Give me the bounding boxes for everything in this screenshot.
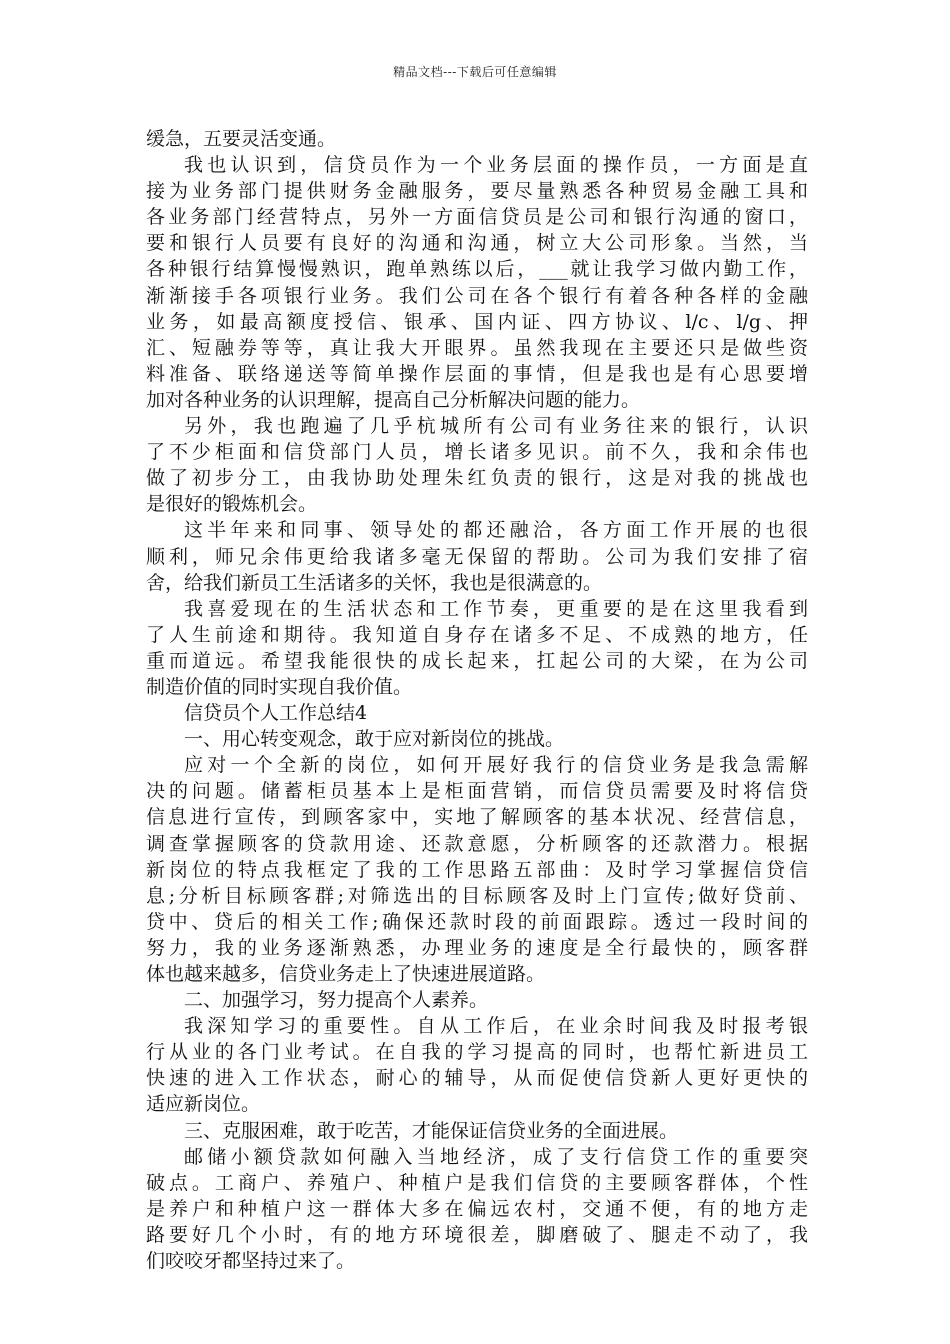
text-line: 一、用心转变观念，敢于应对新岗位的挑战。 [184, 728, 565, 751]
text-line: 要和银行人员要有良好的沟通和沟通，树立大公司形象。当然，当 [146, 232, 808, 255]
text-line: 了不少柜面和信贷部门人员，增长诸多见识。前不久，我和余伟也 [146, 441, 808, 464]
text-line: 息;分析目标顾客群;对筛选出的目标顾客及时上门宣传;做好贷前、 [146, 884, 808, 907]
text-line: 新岗位的特点我框定了我的工作思路五部曲：及时学习掌握信贷信 [146, 858, 808, 881]
text-line: 我也认识到，信贷员作为一个业务层面的操作员，一方面是直 [184, 154, 808, 177]
text-line: 应对一个全新的岗位，如何开展好我行的信贷业务是我急需解 [184, 754, 808, 777]
text-line: 体也越来越多，信贷业务走上了快速进展道路。 [146, 963, 546, 985]
text-line: 我深知学习的重要性。自从工作后，在业余时间我及时报考银 [184, 1015, 808, 1038]
text-line: 缓急，五要灵活变通。 [146, 128, 337, 150]
text-line: 破点。工商户、养殖户、种植户是我们信贷的主要顾客群体，个性 [146, 1171, 808, 1194]
text-line: 舍，给我们新员工生活诸多的关怀，我也是很满意的。 [146, 571, 603, 594]
text-line: 做了初步分工，由我协助处理朱红负责的银行，这是对我的挑战也 [146, 467, 808, 490]
text-line: 重而道远。希望我能很快的成长起来，扛起公司的大梁，在为公司 [146, 649, 808, 672]
text-line: 们咬咬牙都坚持过来了。 [146, 1250, 356, 1273]
text-line: 邮储小额贷款如何融入当地经济，成了支行信贷工作的重要突 [184, 1145, 808, 1168]
text-line: 信息进行宣传，到顾客家中，实地了解顾客的基本状况、经营信息， [146, 806, 808, 829]
text-line: 是很好的锻炼机会。 [146, 493, 318, 516]
text-line: 制造价值的同时实现自我价值。 [146, 675, 413, 698]
text-line: 各种银行结算慢慢熟识，跑单熟练以后，___就让我学习做内勤工作， [146, 258, 808, 281]
text-line: 决的问题。储蓄柜员基本上是柜面营销，而信贷员需要及时将信贷 [146, 780, 808, 803]
text-line: 各业务部门经营特点，另外一方面信贷员是公司和银行沟通的窗口， [146, 206, 808, 229]
text-line: 贷中、贷后的相关工作;确保还款时段的前面跟踪。透过一段时间的 [146, 910, 808, 933]
text-line: 加对各种业务的认识理解，提高自己分析解决问题的能力。 [146, 388, 641, 411]
text-line: 信贷员个人工作总结4 [184, 702, 368, 725]
text-line: 二、加强学习，努力提高个人素养。 [184, 989, 489, 1012]
text-line: 顺利，师兄余伟更给我诸多毫无保留的帮助。公司为我们安排了宿 [146, 545, 808, 568]
text-line: 三、克服困难，敢于吃苦，才能保证信贷业务的全面进展。 [184, 1119, 679, 1142]
page-header: 精品文档---下载后可任意编辑 [393, 65, 557, 79]
text-line: 行从业的各门业考试。在自我的学习提高的同时，也帮忙新进员工 [146, 1041, 808, 1064]
text-line: 路要好几个小时，有的地方环境很差，脚磨破了、腿走不动了，我 [146, 1223, 808, 1246]
text-line: 另外，我也跑遍了几乎杭城所有公司有业务往来的银行，认识 [184, 415, 808, 438]
text-line: 我喜爱现在的生活状态和工作节奏，更重要的是在这里我看到 [184, 597, 808, 620]
text-line: 料准备、联络递送等简单操作层面的事情，但是我也是有心思要增 [146, 362, 808, 385]
text-line: 调查掌握顾客的贷款用途、还款意愿，分析顾客的还款潜力。根据 [146, 832, 808, 855]
document-body [146, 126, 808, 1274]
text-line: 业务，如最高额度授信、银承、国内证、四方协议、l/c、l/g、押 [146, 310, 808, 333]
text-line: 了人生前途和期待。我知道自身存在诸多不足、不成熟的地方，任 [146, 623, 808, 646]
text-line: 是养户和种植户这一群体大多在偏远农村，交通不便，有的地方走 [146, 1197, 808, 1220]
text-line: 适应新岗位。 [146, 1093, 261, 1116]
text-line: 努力，我的业务逐渐熟悉，办理业务的速度是全行最快的，顾客群 [146, 936, 808, 959]
text-line: 接为业务部门提供财务金融服务，要尽量熟悉各种贸易金融工具和 [146, 180, 808, 203]
text-line: 快速的进入工作状态，耐心的辅导，从而促使信贷新人更好更快的 [146, 1067, 808, 1090]
text-line: 汇、短融券等等，真让我大开眼界。虽然我现在主要还只是做些资 [146, 336, 808, 359]
text-line: 这半年来和同事、领导处的都还融洽，各方面工作开展的也很 [184, 519, 808, 542]
text-line: 渐渐接手各项银行业务。我们公司在各个银行有着各种各样的金融 [146, 284, 808, 307]
